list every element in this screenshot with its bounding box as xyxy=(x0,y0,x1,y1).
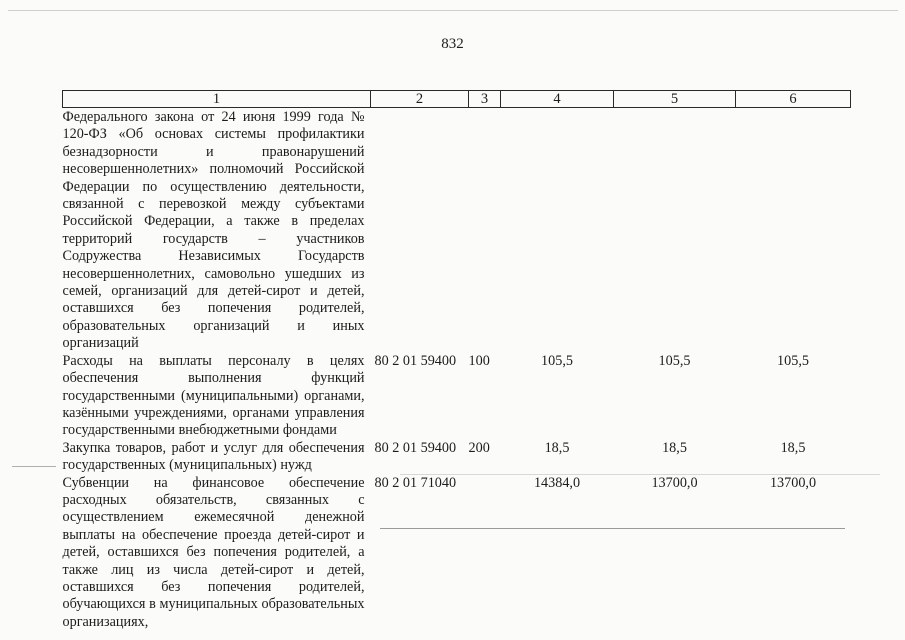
row-value-col4: 14384,0 xyxy=(533,474,581,491)
page-number: 832 xyxy=(441,36,464,52)
table-row xyxy=(63,475,851,632)
column-number-row xyxy=(63,91,851,108)
table-row xyxy=(63,440,851,475)
row-value-col4: 18,5 xyxy=(544,439,570,456)
row-value-col6: 13700,0 xyxy=(769,474,817,491)
row-target-code: 80 2 01 59400 xyxy=(374,352,457,369)
row-target-code: 80 2 01 71040 xyxy=(374,474,457,491)
row-expense-type xyxy=(469,475,501,632)
scan-line xyxy=(380,528,845,529)
row-description: Федерального закона от 24 июня 1999 года № 120-ФЗ «Об основах системы профилактики безнадзорности и правонарушений несовершеннолетних» полномочий Российской Федерации по осуществлению деятельности, связанной с перевозкой между субъектами Российской Федерации, а также в пределах территорий государств – участников Содружества Независимых Государств несовершеннолетних, самовольно ушедших из семей, организаций для детей-сирот и детей, оставшихся без попечения родителей, образовательных организаций и иных организаций xyxy=(62,109,365,352)
row-description: Субвенции на финансовое обеспечение расходных обязательств, связанных с осуществлением ежемесячной денежной выплаты на обеспечение проезда детей-сирот и детей, оставшихся без попечения родителей, а также лиц из числа детей-сирот и детей, оставшихся без попечения родителей, обучающихся в муниципальных образовательных организациях, xyxy=(62,474,365,630)
scan-line xyxy=(12,466,56,467)
row-value-col6: 105,5 xyxy=(777,352,809,369)
row-value-col6 xyxy=(736,108,851,353)
row-target-code: 80 2 01 59400 xyxy=(374,439,457,456)
row-value-col5: 18,5 xyxy=(662,439,687,456)
row-expense-type xyxy=(469,108,501,353)
row-value-col6: 18,5 xyxy=(780,439,806,456)
row-expense-type: 200 xyxy=(468,439,490,456)
table-row xyxy=(63,108,851,353)
row-expense-type: 100 xyxy=(468,352,490,369)
row-value-col4 xyxy=(501,108,614,353)
budget-table xyxy=(62,90,851,631)
column-header-3: 3 xyxy=(469,91,501,108)
column-header-6: 6 xyxy=(736,91,851,108)
row-value-col5 xyxy=(614,108,736,353)
column-header-2: 2 xyxy=(371,91,469,108)
column-header-5: 5 xyxy=(614,91,736,108)
row-value-col5: 105,5 xyxy=(658,352,691,369)
row-description: Закупка товаров, работ и услуг для обеспечения государственных (муниципальных) нужд xyxy=(62,439,365,474)
row-description: Расходы на выплаты персоналу в целях обеспечения выполнения функций государственными (муниципальными) органами, казёнными учреждениями, органами управления государственными внебюджетными фондами xyxy=(62,352,365,439)
row-value-col5: 13700,0 xyxy=(651,474,698,491)
row-value-col4: 105,5 xyxy=(541,352,573,369)
scan-line xyxy=(400,474,880,475)
column-header-1: 1 xyxy=(63,91,371,108)
column-header-4: 4 xyxy=(501,91,614,108)
scan-line xyxy=(8,10,898,11)
row-target-code xyxy=(371,108,469,353)
table-row xyxy=(63,353,851,440)
